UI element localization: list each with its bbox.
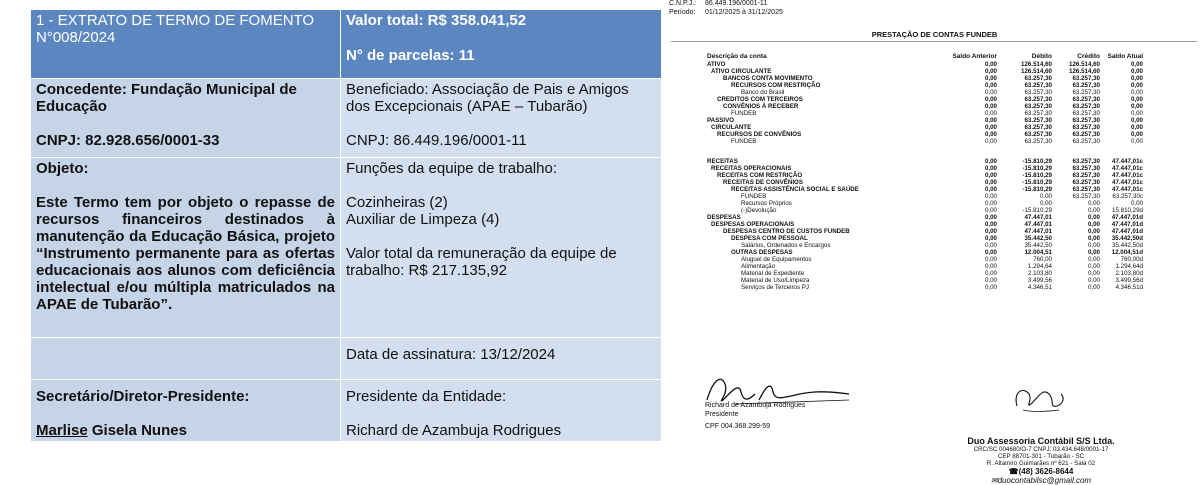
account-row [669,103,1200,110]
previous-balance: 0,00 [984,82,997,89]
header-previous-balance: Saldo Anterior [952,53,997,60]
current-balance: 15.810,29d [1112,207,1143,214]
previous-balance: 0,00 [984,124,997,131]
current-balance: 47.447,01c [1112,158,1143,165]
president-name: Richard de Azambuja Rodrigues [346,422,562,439]
account-description: CONVÊNIOS À RECEBER [723,103,799,110]
secretary-label: Secretário/Diretor-Presidente: [36,388,250,405]
previous-balance: 0,00 [984,221,997,228]
account-row [669,242,1200,249]
extract-table [30,9,662,442]
account-row [669,68,1200,75]
account-row [669,75,1200,82]
current-balance: 47.447,01c [1112,186,1143,193]
previous-balance: 0,00 [984,96,997,103]
account-description: Banco do Brasil [741,89,785,96]
debit-value: -15.810,29 [1022,207,1052,214]
accounting-firm-block [951,436,1131,485]
beneficiary-cell [341,79,662,158]
credit-value: 0,00 [1087,242,1100,249]
credit-value: 63.257,30 [1072,96,1100,103]
previous-balance: 0,00 [984,165,997,172]
empty-cell [31,338,341,380]
credit-value: 0,00 [1087,228,1100,235]
team-remuneration: Valor total da remuneração da equipe de trabalho: R$ 217.135,92 [346,245,617,279]
report-cnpj: C.N.P.J.: 86.449.196/0001-11 [669,0,768,7]
account-description: ATIVO [707,61,726,68]
account-row [669,207,1200,214]
signatory-role: Presidente [705,411,739,418]
credit-value: 63.257,30 [1072,186,1100,193]
credit-value: 126.514,60 [1069,61,1100,68]
current-balance: 0,00 [1130,124,1143,131]
credit-value: 0,00 [1087,263,1100,270]
previous-balance: 0,00 [984,207,997,214]
current-balance: 47.447,01c [1112,172,1143,179]
account-row [669,82,1200,89]
secretary-last-name: Gisela Nunes [87,422,187,439]
team-cell [341,158,662,338]
account-row [669,277,1200,284]
debit-value: -15.810,29 [1022,158,1052,165]
extract-title-cell [31,10,341,79]
account-row [669,172,1200,179]
current-balance: 35.442,50d [1111,235,1143,242]
current-balance: 0,00 [1130,103,1143,110]
email-icon: ✉ [990,476,998,485]
account-row [669,117,1200,124]
accounting-firm-registration: CRC/SC 004680/O-7 CNPJ: 03.434.648/0001-17 [973,446,1109,453]
previous-balance: 0,00 [984,214,997,221]
credit-value: 126.514,60 [1069,68,1100,75]
current-balance: 0,00 [1130,138,1143,145]
previous-balance: 0,00 [984,200,997,207]
credit-value: 63.257,30 [1072,165,1100,172]
object-label: Objeto: [36,160,89,177]
account-row [669,214,1200,221]
account-description: DESPESA COM PESSOAL [731,235,808,242]
debit-value: -15.810,29 [1022,179,1052,186]
previous-balance: 0,00 [984,270,997,277]
account-description: (-)Devolução [741,207,777,214]
header-credit: Crédito [1077,53,1100,60]
debit-value: 63.257,30 [1024,103,1052,110]
signatory-name: Richard de Azambuja Rodrigues [705,402,806,409]
credit-value: 0,00 [1087,249,1100,256]
account-row [669,221,1200,228]
account-description: Material de Expediente [741,270,805,277]
credit-value: 0,00 [1087,214,1100,221]
previous-balance: 0,00 [984,158,997,165]
current-balance: 47.447,01d [1111,221,1143,228]
credit-value: 63.257,30 [1072,103,1100,110]
credit-value: 63.257,30 [1072,131,1100,138]
report-divider [671,41,1197,42]
previous-balance: 0,00 [984,117,997,124]
team-function-item: Cozinheiras (2) [346,194,448,211]
current-balance: 47.447,01c [1112,179,1143,186]
debit-value: 63.257,30 [1024,82,1052,89]
previous-balance: 0,00 [984,103,997,110]
debit-value: 4.346,51 [1027,284,1052,291]
account-description: FUNDEB [731,110,757,117]
current-balance: 3.499,56d [1115,277,1143,284]
current-balance: 0,00 [1130,200,1143,207]
previous-balance: 0,00 [984,263,997,270]
extract-title: 1 - EXTRATO DE TERMO DE FOMENTO N°008/2024 [36,12,315,46]
current-balance: 0,00 [1130,117,1143,124]
previous-balance: 0,00 [984,61,997,68]
account-row [669,270,1200,277]
current-balance: 63.257,30c [1112,193,1143,200]
credit-value: 63.257,30 [1072,172,1100,179]
account-description: Recursos Próprios [741,200,792,207]
header-description: Descrição da conta [707,53,767,60]
previous-balance: 0,00 [984,284,997,291]
beneficiary-cnpj: CNPJ: 86.449.196/0001-11 [346,132,527,149]
current-balance: 2.103,80d [1115,270,1143,277]
previous-balance: 0,00 [984,89,997,96]
team-function-item: Auxiliar de Limpeza (4) [346,211,500,228]
president-label: Presidente da Entidade: [346,388,507,405]
credit-value: 0,00 [1087,284,1100,291]
header-current-balance: Saldo Atual [1107,53,1143,60]
account-description: Alimentação [741,263,776,270]
account-description: RECEITAS COM RESTRIÇÃO [717,172,803,179]
credit-value: 63.257,30 [1072,89,1100,96]
accounts-report [669,0,1200,485]
grantor: Concedente: Fundação Municipal de Educação [36,81,297,115]
debit-value: 63.257,30 [1024,117,1052,124]
account-row [669,256,1200,263]
credit-value: 63.257,30 [1072,193,1100,200]
debit-value: 1.294,64 [1027,263,1052,270]
account-row [669,200,1200,207]
previous-balance: 0,00 [984,228,997,235]
credit-value: 0,00 [1087,256,1100,263]
account-description: RECEITAS DE CONVÊNIOS [723,179,803,186]
credit-value: 63.257,30 [1072,124,1100,131]
previous-balance: 0,00 [984,277,997,284]
accounting-firm-cep: CEP 88701-301 - Tubarão - SC [997,453,1085,460]
current-balance: 0,00 [1130,68,1143,75]
current-balance: 47.447,01d [1111,228,1143,235]
current-balance: 0,00 [1130,131,1143,138]
header-debit: Débito [1031,53,1052,60]
current-balance: 0,00 [1130,82,1143,89]
credit-value: 0,00 [1087,207,1100,214]
account-row [669,96,1200,103]
account-description: DESPESAS [707,214,741,221]
previous-balance: 0,00 [984,75,997,82]
debit-value: 12.004,51 [1024,249,1052,256]
current-balance: 47.447,01c [1112,165,1143,172]
account-row [669,186,1200,193]
account-description: RECEITAS [707,158,738,165]
current-balance: 0,00 [1130,61,1143,68]
account-row [669,158,1200,165]
accounting-firm-email: ✉duocontabilsc@gmail.com [990,476,1092,485]
account-row [669,138,1200,145]
account-row [669,263,1200,270]
grantor-cell [31,79,341,158]
account-description: Salários, Ordenados e Encargos [741,242,831,249]
debit-value: 760,00 [1033,256,1052,263]
total-value: Valor total: R$ 358.041,52 [346,12,527,29]
credit-value: 0,00 [1087,200,1100,207]
debit-value: -15.810,29 [1022,172,1052,179]
account-row [669,228,1200,235]
debit-value: 63.257,30 [1024,138,1052,145]
previous-balance: 0,00 [984,179,997,186]
debit-value: 47.447,01 [1024,228,1052,235]
current-balance: 47.447,01d [1111,214,1143,221]
debit-value: 47.447,01 [1024,214,1052,221]
accountant-signature-icon [1009,380,1069,414]
accounting-firm-name: Duo Assessoria Contábil S/S Ltda. [967,436,1115,446]
previous-balance: 0,00 [984,256,997,263]
debit-value: 126.514,60 [1021,61,1052,68]
debit-value: -15.810,29 [1022,165,1052,172]
debit-value: 63.257,30 [1024,75,1052,82]
previous-balance: 0,00 [984,186,997,193]
debit-value: -15.810,29 [1022,186,1052,193]
credit-value: 63.257,30 [1072,110,1100,117]
current-balance: 0,00 [1130,75,1143,82]
debit-value: 63.257,30 [1024,110,1052,117]
credit-value: 0,00 [1087,221,1100,228]
debit-value: 63.257,30 [1024,124,1052,131]
credit-value: 63.257,30 [1072,138,1100,145]
account-row [669,235,1200,242]
previous-balance: 0,00 [984,249,997,256]
credit-value: 63.257,30 [1072,158,1100,165]
account-description: DESPESAS CENTRO DE CUSTOS FUNDEB [723,228,850,235]
account-row [669,284,1200,291]
credit-value: 0,00 [1087,270,1100,277]
current-balance: 0,00 [1130,110,1143,117]
account-row [669,110,1200,117]
previous-balance: 0,00 [984,138,997,145]
report-period: Período: 01/12/2025 à 31/12/2025 [669,9,783,16]
beneficiary: Beneficiado: Associação de Pais e Amigos dos Excepcionais (APAE – Tubarão) [346,81,629,115]
accounting-firm-address: R. Altamiro Guimarães nº 621 - Sala 02 [986,460,1096,467]
object-cell [31,158,341,338]
account-description: CIRCULANTE [711,124,752,131]
account-description: RECEITAS OPERACIONAIS [711,165,792,172]
previous-balance: 0,00 [984,242,997,249]
debit-value: 3.499,56 [1027,277,1052,284]
account-description: PASSIVO [707,117,735,124]
debit-value: 63.257,30 [1024,131,1052,138]
account-row [669,131,1200,138]
credit-value: 63.257,30 [1072,179,1100,186]
account-row [669,249,1200,256]
installments: N° de parcelas: 11 [346,47,475,64]
account-row [669,124,1200,131]
secretary-first-name: Marlise [36,422,88,439]
signature-date: Data de assinatura: 13/12/2024 [346,346,556,363]
account-description: DESPESAS OPERACIONAIS [711,221,795,228]
account-row [669,89,1200,96]
debit-value: 0,00 [1039,193,1052,200]
account-description: FUNDEB [741,193,767,200]
previous-balance: 0,00 [984,110,997,117]
debit-value: 63.257,30 [1024,89,1052,96]
credit-value: 63.257,30 [1072,117,1100,124]
debit-value: 35.442,50 [1024,242,1052,249]
accounting-firm-phone: ☎(48) 3626-8644 [1008,467,1074,476]
president-cell [341,380,662,442]
current-balance: 1.294,64d [1115,263,1143,270]
previous-balance: 0,00 [984,131,997,138]
account-description: CREDITOS COM TERCEIROS [717,96,803,103]
current-balance: 12.004,51d [1111,249,1143,256]
account-description: ATIVO CIRCULANTE [711,68,772,75]
debit-value: 47.447,01 [1024,221,1052,228]
account-description: OUTRAS DESPESAS [731,249,793,256]
account-description: BANCOS CONTA MOVIMENTO [723,75,813,82]
credit-value: 63.257,30 [1072,75,1100,82]
current-balance: 35.442,50d [1112,242,1143,249]
current-balance: 0,00 [1130,96,1143,103]
account-description: Serviços de Terceiros PJ [741,284,809,291]
account-description: RECEITAS ASSISTÊNCIA SOCIAL E SAÚDE [731,186,859,193]
account-description: RECURSOS COM RESTRIÇÃO [731,82,821,89]
account-row [669,179,1200,186]
signature-date-cell [341,338,662,380]
previous-balance: 0,00 [984,235,997,242]
debit-value: 35.442,50 [1024,235,1052,242]
account-row [669,193,1200,200]
signatory-cpf: CPF 004.368.299-59 [705,423,770,430]
current-balance: 4.346,51d [1115,284,1143,291]
account-description: RECURSOS DE CONVÊNIOS [717,131,802,138]
account-description: FUNDEB [731,138,757,145]
credit-value: 0,00 [1087,235,1100,242]
account-row [669,165,1200,172]
team-functions-label: Funções da equipe de trabalho: [346,160,557,177]
account-description: Material de Uso/Limpeza [741,277,810,284]
previous-balance: 0,00 [984,172,997,179]
previous-balance: 0,00 [984,193,997,200]
previous-balance: 0,00 [984,68,997,75]
value-cell [341,10,662,79]
credit-value: 63.257,30 [1072,82,1100,89]
secretary-name [36,422,335,439]
credit-value: 0,00 [1087,277,1100,284]
report-title: PRESTAÇÃO DE CONTAS FUNDEB [871,30,998,39]
debit-value: 2.103,80 [1027,270,1052,277]
report-header-row [669,53,1200,60]
debit-value: 126.514,60 [1021,68,1052,75]
current-balance: 760,00d [1120,256,1143,263]
object-text: Este Termo tem por objeto o repasse de recursos financeiros destinados à manutenção da Educação Básica, projeto “Instrumento permanente para as ofertas educacionais aos alunos com deficiência intelectual e/ou múltipla matriculados na APAE de Tubarão”. [36,194,335,313]
grantor-cnpj: CNPJ: 82.928.656/0001-33 [36,132,220,149]
debit-value: 63.257,30 [1024,96,1052,103]
current-balance: 0,00 [1130,89,1143,96]
account-description: Aluguel de Equipamentos [741,256,812,263]
secretary-cell [31,380,341,442]
account-row [669,61,1200,68]
debit-value: 0,00 [1039,200,1052,207]
